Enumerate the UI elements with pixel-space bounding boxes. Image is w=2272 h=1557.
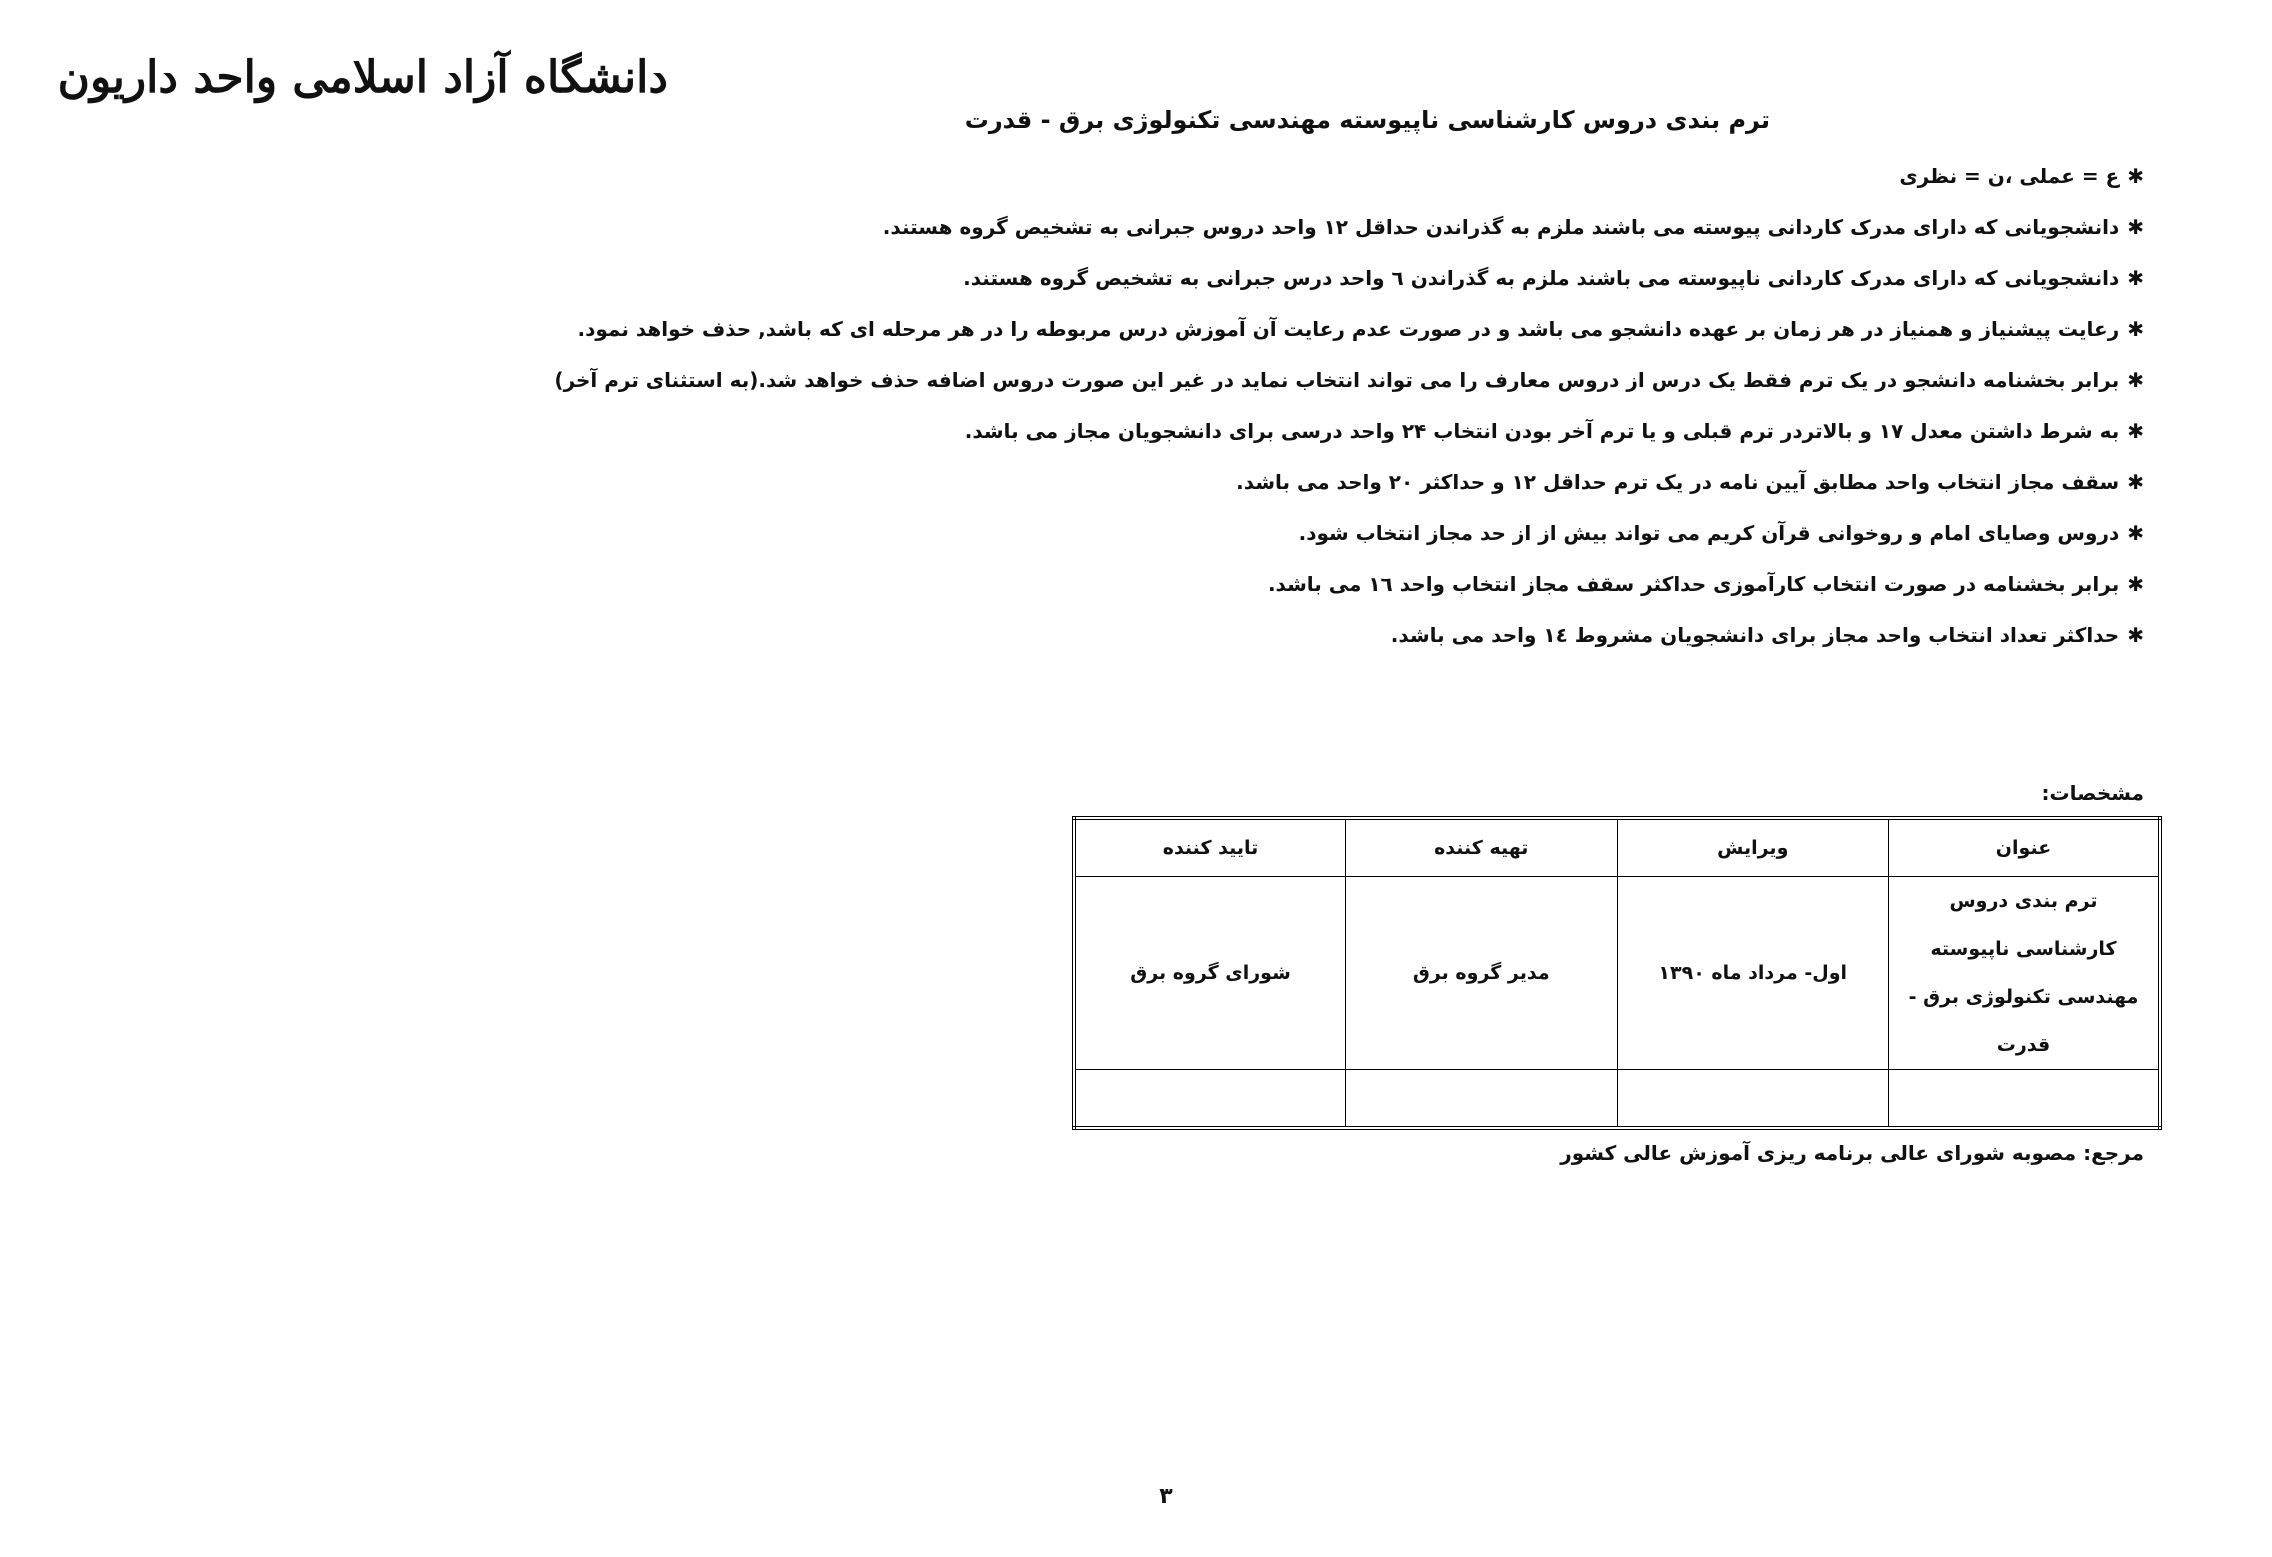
table-row — [1074, 877, 2160, 1070]
note-item — [424, 360, 2144, 411]
note-item — [424, 309, 2144, 360]
asterisk-icon: ✱ — [2127, 623, 2144, 647]
asterisk-icon: ✱ — [2127, 164, 2144, 188]
asterisk-icon: ✱ — [2127, 317, 2144, 341]
note-text: به شرط داشتن معدل ۱۷ و بالاتردر ترم قبلی و یا ترم آخر بودن انتخاب ۲۴ واحد درسی برای دانشجویان مجاز می باشد. — [964, 419, 2120, 443]
note-text: برابر بخشنامه دانشجو در یک ترم فقط یک درس از دروس معارف را می تواند انتخاب نماید در غیر این صورت دروس اضافه حذف خواهد شد.(به استثنای ترم آخر) — [554, 368, 2120, 392]
asterisk-icon: ✱ — [2127, 572, 2144, 596]
empty-cell — [1889, 1070, 2161, 1129]
asterisk-icon: ✱ — [2127, 368, 2144, 392]
cell-approver: شورای گروه برق — [1074, 877, 1346, 1070]
empty-cell — [1617, 1070, 1889, 1129]
note-item — [424, 564, 2144, 615]
table-empty-row — [1074, 1070, 2160, 1129]
page-title: ترم بندی دروس کارشناسی ناپیوسته مهندسی تکنولوژی برق - قدرت — [964, 106, 1770, 134]
note-text: ع = عملی ،ن = نظری — [1899, 164, 2120, 188]
asterisk-icon: ✱ — [2127, 521, 2144, 545]
note-item — [424, 156, 2144, 207]
header-approver: تایید کننده — [1074, 818, 1346, 877]
header-title: عنوان — [1889, 818, 2161, 877]
note-item — [424, 207, 2144, 258]
cell-title: ترم بندی دروس کارشناسی ناپیوسته مهندسی تکنولوژی برق - قدرت — [1889, 877, 2161, 1070]
specs-label: مشخصات: — [2041, 781, 2144, 805]
asterisk-icon: ✱ — [2127, 215, 2144, 239]
table-header-row — [1074, 818, 2160, 877]
note-text: دانشجویانی که دارای مدرک کاردانی پیوسته می باشند ملزم به گذراندن حداقل ۱۲ واحد دروس جبرانی به تشخیص گروه هستند. — [882, 215, 2120, 239]
university-logo: دانشگاه آزاد اسلامی واحد داریون — [57, 52, 668, 103]
page-number: ٣ — [1159, 1484, 1173, 1509]
reference-text: مرجع: مصوبه شورای عالی برنامه ریزی آموزش عالی کشور — [1560, 1141, 2144, 1165]
note-text: برابر بخشنامه در صورت انتخاب کارآموزی حداکثر سقف مجاز انتخاب واحد ١٦ می باشد. — [1267, 572, 2120, 596]
asterisk-icon: ✱ — [2127, 419, 2144, 443]
empty-cell — [1346, 1070, 1618, 1129]
note-text: رعایت پیشنیاز و همنیاز در هر زمان بر عهده دانشجو می باشد و در صورت عدم رعایت آن آموزش درس مربوطه را در هر مرحله ای که باشد, حذف خواهد نمود. — [577, 317, 2120, 341]
asterisk-icon: ✱ — [2127, 470, 2144, 494]
specs-table — [1072, 816, 2162, 1130]
empty-cell — [1074, 1070, 1346, 1129]
notes-list — [424, 156, 2144, 666]
note-text: سقف مجاز انتخاب واحد مطابق آیین نامه در یک ترم حداقل ۱۲ و حداکثر ۲۰ واحد می باشد. — [1236, 470, 2120, 494]
header-edition: ویرایش — [1617, 818, 1889, 877]
header-preparer: تهیه کننده — [1346, 818, 1618, 877]
note-item — [424, 462, 2144, 513]
cell-preparer: مدیر گروه برق — [1346, 877, 1618, 1070]
cell-edition: اول- مرداد ماه ۱۳۹۰ — [1617, 877, 1889, 1070]
note-item — [424, 615, 2144, 666]
note-item — [424, 411, 2144, 462]
note-item — [424, 513, 2144, 564]
note-text: دروس وصایای امام و روخوانی قرآن کریم می تواند بیش از از حد مجاز انتخاب شود. — [1298, 521, 2120, 545]
note-text: دانشجویانی که دارای مدرک کاردانی ناپیوسته می باشند ملزم به گذراندن ٦ واحد درس جبرانی به تشخیص گروه هستند. — [963, 266, 2120, 290]
asterisk-icon: ✱ — [2127, 266, 2144, 290]
note-text: حداکثر تعداد انتخاب واحد مجاز برای دانشجویان مشروط ١٤ واحد می باشد. — [1390, 623, 2120, 647]
note-item — [424, 258, 2144, 309]
